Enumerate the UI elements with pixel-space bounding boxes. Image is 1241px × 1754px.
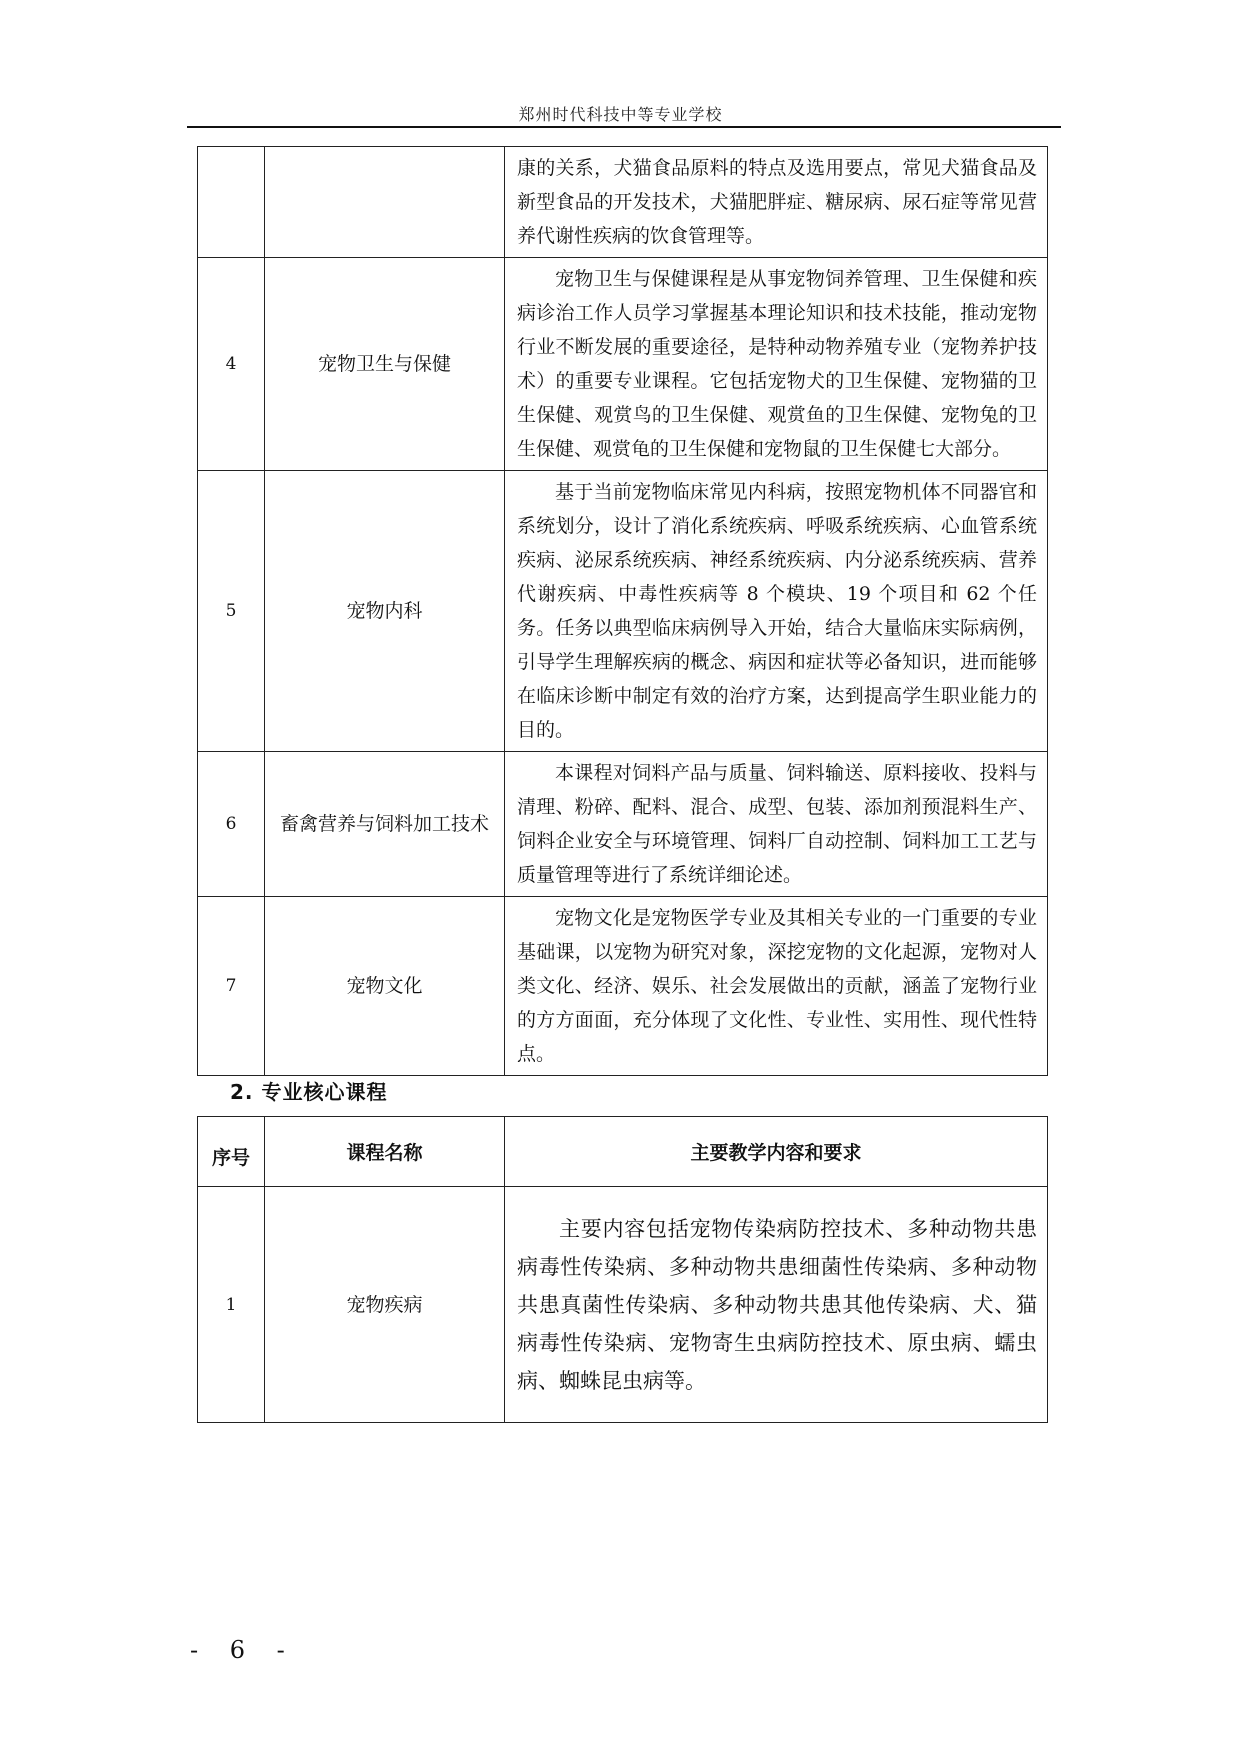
course-name: 宠物疾病 [265, 1187, 505, 1423]
row-number: 5 [198, 471, 265, 752]
course-name [265, 147, 505, 258]
course-name: 宠物文化 [265, 897, 505, 1076]
row-number: 6 [198, 752, 265, 897]
table-row [198, 258, 1048, 471]
course-description: 宠物卫生与保健课程是从事宠物饲养管理、卫生保健和疾病诊治工作人员学习掌握基本理论知识和技术技能，推动宠物行业不断发展的重要途径，是特种动物养殖专业（宠物养护技术）的重要专业课程。它包括宠物犬的卫生保健、宠物猫的卫生保健、观赏鸟的卫生保健、观赏鱼的卫生保健、宠物兔的卫生保健、观赏龟的卫生保健和宠物鼠的卫生保健七大部分。 [505, 258, 1048, 471]
core-course-table [197, 1116, 1048, 1423]
course-description: 基于当前宠物临床常见内科病，按照宠物机体不同器官和系统划分，设计了消化系统疾病、呼吸系统疾病、心血管系统疾病、泌尿系统疾病、神经系统疾病、内分泌系统疾病、营养代谢疾病、中毒性疾病等 8 个模块、19 个项目和 62 个任务。任务以典型临床病例导入开始，结合大量临床实际病例，引导学生理解疾病的概念、病因和症状等必备知识，进而能够在临床诊断中制定有效的治疗方案，达到提高学生职业能力的目的。 [505, 471, 1048, 752]
course-table-continued [197, 146, 1048, 1076]
course-name: 宠物卫生与保健 [265, 258, 505, 471]
table-row [198, 1187, 1048, 1423]
row-number: 7 [198, 897, 265, 1076]
table-row [198, 752, 1048, 897]
course-description: 主要内容包括宠物传染病防控技术、多种动物共患病毒性传染病、多种动物共患细菌性传染病、多种动物共患真菌性传染病、多种动物共患其他传染病、犬、猫病毒性传染病、宠物寄生虫病防控技术、原虫病、蠕虫病、蜘蛛昆虫病等。 [505, 1187, 1048, 1423]
row-number [198, 147, 265, 258]
column-header-number: 序号 [198, 1117, 265, 1187]
table-row [198, 147, 1048, 258]
header-divider [187, 126, 1061, 128]
course-description: 康的关系，犬猫食品原料的特点及选用要点，常见犬猫食品及新型食品的开发技术，犬猫肥胖症、糖尿病、尿石症等常见营养代谢性疾病的饮食管理等。 [505, 147, 1048, 258]
school-header-title: 郑州时代科技中等专业学校 [518, 105, 723, 124]
column-header-course-name: 课程名称 [265, 1117, 505, 1187]
row-number: 4 [198, 258, 265, 471]
section-heading: 2. 专业核心课程 [230, 1080, 388, 1104]
page-number: - 6 - [190, 1636, 297, 1664]
course-name: 宠物内科 [265, 471, 505, 752]
table-row [198, 897, 1048, 1076]
table-header-row [198, 1117, 1048, 1187]
course-description: 本课程对饲料产品与质量、饲料输送、原料接收、投料与清理、粉碎、配料、混合、成型、包装、添加剂预混料生产、饲料企业安全与环境管理、饲料厂自动控制、饲料加工工艺与质量管理等进行了系统详细论述。 [505, 752, 1048, 897]
column-header-content: 主要教学内容和要求 [505, 1117, 1048, 1187]
row-number: 1 [198, 1187, 265, 1423]
course-name: 畜禽营养与饲料加工技术 [265, 752, 505, 897]
course-description: 宠物文化是宠物医学专业及其相关专业的一门重要的专业基础课，以宠物为研究对象，深挖宠物的文化起源，宠物对人类文化、经济、娱乐、社会发展做出的贡献，涵盖了宠物行业的方方面面，充分体现了文化性、专业性、实用性、现代性特点。 [505, 897, 1048, 1076]
table-row [198, 471, 1048, 752]
